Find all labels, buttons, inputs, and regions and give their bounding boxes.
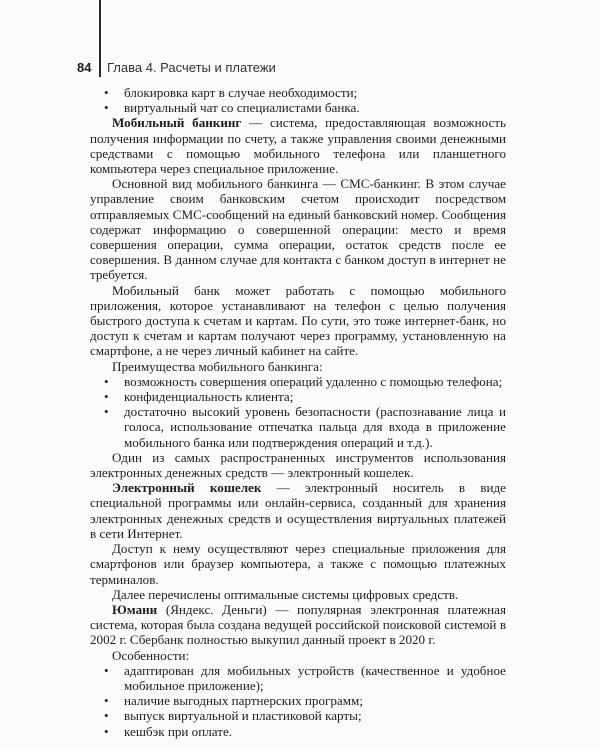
list-item: • достаточно высокий уровень безопасности (распознавание лица и голоса, использование отпечатка пальца для входа в приложение мобильного банка или подтверждения операций и т.д.). <box>90 404 506 450</box>
term-mobile-banking: Мобильный банкинг <box>112 115 242 131</box>
list-item: • наличие выгодных партнерских программ; <box>90 693 506 708</box>
paragraph-e-wallet <box>90 480 506 541</box>
list-card-features <box>90 85 506 115</box>
paragraph-mobile-banking <box>90 115 506 176</box>
term-e-wallet: Электронный кошелек <box>112 480 262 496</box>
definition-text: — система, предоставляющая возможность получения информации по счету, а также управления своими денежными средствами с помощью мобильного телефона или планшетного компьютера через специальное приложение. <box>90 115 506 177</box>
list-advantages <box>90 374 506 450</box>
page-body <box>90 85 506 739</box>
list-item: • возможность совершения операций удаленно с помощью телефона; <box>90 374 506 389</box>
paragraph-features: Особенности: <box>112 647 190 663</box>
paragraph-access: Доступ к нему осуществляют через специальные приложения для смартфонов или браузер компьютера, а также с помощью платежных терминалов. <box>90 541 506 587</box>
term-yoomoney: Юмани <box>112 601 158 617</box>
list-item: • выпуск виртуальной и пластиковой карты; <box>90 708 506 723</box>
list-item: • кешбэк при оплате. <box>90 724 506 739</box>
paragraph-next: Далее перечислены оптимальные системы цифровых средств. <box>112 586 459 602</box>
page-header <box>0 60 600 80</box>
list-features <box>90 663 506 739</box>
list-item: • адаптирован для мобильных устройств (качественное и удобное мобильное приложение); <box>90 663 506 693</box>
paragraph-advantages: Преимущества мобильного банкинга: <box>112 358 323 374</box>
paragraph-mobile-bank: Мобильный банк может работать с помощью мобильного приложения, которое устанавливают на телефон с целью получения быстрого доступа к счетам и картам. По сути, это тоже интернет-банк, но доступ к счетам и картам получают через программу, установленную на смартфоне, а не через личный кабинет на сайте. <box>90 282 506 359</box>
list-item: • конфиденциальность клиента; <box>90 389 506 404</box>
chapter-title: Глава 4. Расчеты и платежи <box>107 60 276 75</box>
list-item: • блокировка карт в случае необходимости; <box>90 85 506 100</box>
list-item: • виртуальный чат со специалистами банка. <box>90 100 506 115</box>
definition-text: — электронный носитель в виде специальной программы или онлайн-сервиса, созданный для хранения электронных денежных средств и осуществления виртуальных платежей в сети Интернет. <box>90 480 506 541</box>
definition-text: (Яндекс. Деньги) — популярная электронная платежная система, которая была создана ведущей российской поисковой системой в 2002 г. Сбербанк полностью выкупил данный проект в 2020 г. <box>90 601 506 648</box>
paragraph-sms-banking: Основной вид мобильного банкинга — СМС-банкинг. В этом случае управление своим банковским счетом происходит посредством отправляемых СМС-сообщений на единый банковский номер. Сообщения содержат информацию о совершенной операции: место и время совершения операции, сумма операции, остаток средств после ее совершения. В данном случае для контакта с банком доступ в интернет не требуется. <box>90 176 506 283</box>
page-number: 84 <box>77 60 92 75</box>
paragraph-one-of: Один из самых распространенных инструментов использования электронных денежных средств — электронный кошелек. <box>90 449 506 481</box>
paragraph-yoomoney <box>90 602 506 648</box>
